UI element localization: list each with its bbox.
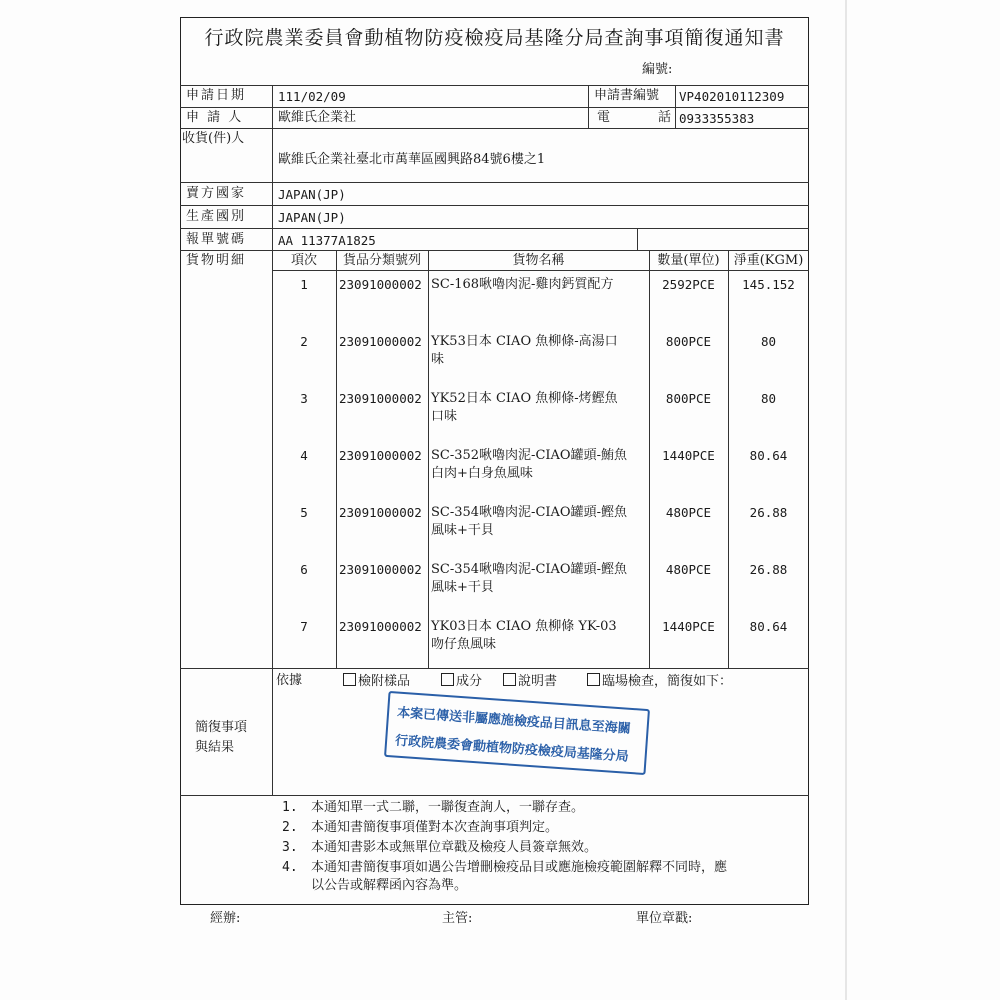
row-no: 1 xyxy=(300,277,308,292)
row-name-line2: 風味+干貝 xyxy=(431,523,494,538)
row-name-line1: SC-354啾嚕肉泥-CIAO罐頭-鰹魚 xyxy=(431,562,627,577)
row-weight: 26.88 xyxy=(749,505,788,520)
row-name-line2: 吻仔魚風味 xyxy=(431,637,497,652)
col-header-qty: 數量(單位) xyxy=(657,253,720,268)
row-qty: 800PCE xyxy=(665,334,712,349)
option-sample: 檢附樣品 xyxy=(343,673,410,690)
date-label: 申請日期 xyxy=(186,88,247,103)
option-ingredients: 成分 xyxy=(441,673,482,690)
reply-label-line2: 與結果 xyxy=(195,740,235,755)
origin-country-value: JAPAN(JP) xyxy=(278,210,346,225)
seller-country-label: 賣方國家 xyxy=(186,186,247,201)
row-qty: 1440PCE xyxy=(662,619,715,634)
note-text: 本通知書影本或無單位章戳及檢疫人員簽章無效。 xyxy=(311,840,598,855)
row-code: 23091000002 xyxy=(339,391,422,406)
note-text-continued: 以公告或解釋函內容為準。 xyxy=(311,878,468,893)
row-no: 4 xyxy=(300,448,308,463)
row-name-line2: 風味+干貝 xyxy=(431,580,494,595)
note-text: 本通知單一式二聯，一聯復查詢人，一聯存查。 xyxy=(311,800,585,815)
basis-label: 依據 xyxy=(276,673,303,688)
checkbox-onsite xyxy=(587,673,600,686)
row-weight: 26.88 xyxy=(749,562,788,577)
stamp-line2: 行政院農委會動植物防疫檢疫局基隆分局 xyxy=(394,733,630,765)
row-code: 23091000002 xyxy=(339,334,422,349)
handler-label: 經辦: xyxy=(210,911,241,926)
checkbox-ingredients xyxy=(441,673,454,686)
row-code: 23091000002 xyxy=(339,448,422,463)
row-weight: 80.64 xyxy=(749,448,788,463)
row-no: 5 xyxy=(300,505,308,520)
row-name-line2: 白肉+白身魚風味 xyxy=(431,466,533,481)
supervisor-label: 主管: xyxy=(442,911,473,926)
row-no: 3 xyxy=(300,391,308,406)
app-no-label: 申請書編號 xyxy=(594,88,660,103)
phone-value: 0933355383 xyxy=(679,111,755,126)
note-num: 2. xyxy=(282,820,298,835)
checkbox-sample xyxy=(343,673,356,686)
origin-country-label: 生產國別 xyxy=(186,209,247,224)
seller-country-value: JAPAN(JP) xyxy=(278,187,346,202)
declaration-no-label: 報單號碼 xyxy=(186,232,247,247)
row-name-line1: YK03日本 CIAO 魚柳條 YK-03 xyxy=(431,619,617,634)
row-no: 2 xyxy=(300,334,308,349)
col-header-name: 貨物名稱 xyxy=(512,253,565,268)
col-header-no: 項次 xyxy=(290,253,317,268)
row-code: 23091000002 xyxy=(339,619,422,634)
row-qty: 480PCE xyxy=(665,505,712,520)
page-edge-shadow xyxy=(845,0,847,1000)
row-no: 6 xyxy=(300,562,308,577)
reply-label-line1: 簡復事項 xyxy=(195,720,248,735)
applicant-label: 申 請 人 xyxy=(186,110,244,125)
note-num: 1. xyxy=(282,800,298,815)
note-num: 3. xyxy=(282,840,298,855)
consignee-label: 收貨(件)人 xyxy=(182,131,245,146)
note-text: 本通知書簡復事項僅對本次查詢事項判定。 xyxy=(311,820,559,835)
serial-label: 編號: xyxy=(642,62,673,77)
row-weight: 80 xyxy=(760,334,777,349)
col-header-code: 貨品分類號列 xyxy=(342,253,421,268)
checkbox-manual xyxy=(503,673,516,686)
document-title: 行政院農業委員會動植物防疫檢疫局基隆分局查詢事項簡復通知書 xyxy=(204,27,785,49)
note-num: 4. xyxy=(282,860,298,875)
row-name-line2: 味 xyxy=(431,352,445,367)
row-qty: 1440PCE xyxy=(662,448,715,463)
option-onsite: 臨場檢查，簡復如下： xyxy=(587,673,732,690)
consignee-value: 歐維氏企業社臺北市萬華區國興路84號6樓之1 xyxy=(278,152,546,167)
row-qty: 480PCE xyxy=(665,562,712,577)
row-name-line1: SC-354啾嚕肉泥-CIAO罐頭-鰹魚 xyxy=(431,505,627,520)
unit-seal-label: 單位章戳: xyxy=(636,911,693,926)
row-no: 7 xyxy=(300,619,308,634)
row-weight: 80 xyxy=(760,391,777,406)
note-text: 本通知書簡復事項如遇公告增刪檢疫品目或應施檢疫範圍解釋不同時，應 xyxy=(311,860,728,875)
row-qty: 2592PCE xyxy=(662,277,715,292)
row-code: 23091000002 xyxy=(339,562,422,577)
declaration-no-value: AA 11377A1825 xyxy=(278,233,376,248)
goods-detail-label: 貨物明細 xyxy=(186,253,247,268)
row-name-line1: YK52日本 CIAO 魚柳條-烤鰹魚 xyxy=(431,391,618,406)
phone-label-a: 電 xyxy=(597,110,611,125)
row-name-line1: SC-168啾嚕肉泥-雞肉鈣質配方 xyxy=(431,277,614,292)
row-name-line2: 口味 xyxy=(431,409,458,424)
app-no-value: VP402010112309 xyxy=(679,89,785,104)
date-value: 111/02/09 xyxy=(278,89,346,104)
row-weight: 145.152 xyxy=(742,277,795,292)
col-header-weight: 淨重(KGM) xyxy=(733,253,804,268)
row-code: 23091000002 xyxy=(339,505,422,520)
applicant-value: 歐維氏企業社 xyxy=(278,110,357,125)
row-code: 23091000002 xyxy=(339,277,422,292)
row-qty: 800PCE xyxy=(665,391,712,406)
row-weight: 80.64 xyxy=(749,619,788,634)
row-name-line1: YK53日本 CIAO 魚柳條-高湯口 xyxy=(431,334,618,349)
row-name-line1: SC-352啾嚕肉泥-CIAO罐頭-鮪魚 xyxy=(431,448,627,463)
phone-label-b: 話 xyxy=(658,110,672,125)
stamp-line1: 本案已傳送非屬應施檢疫品目訊息至海關 xyxy=(396,705,632,737)
option-manual: 說明書 xyxy=(503,673,557,690)
